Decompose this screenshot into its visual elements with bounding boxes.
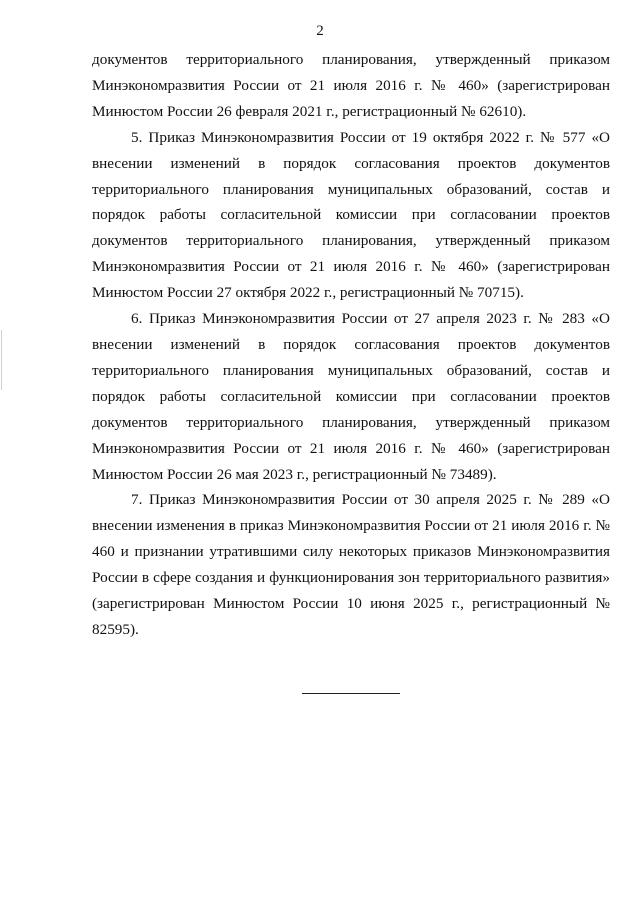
paragraph-item-5: 5. Приказ Минэкономразвития России от 19 октября 2022 г. № 577 «О внесении изменений в порядок согласования проектов документов территориального планирования муниципальных образований, состав и порядок работы согласительной комиссии при согласовании проектов документов территориального планирования, утвержденный приказом Минэкономразвития России от 21 июля 2016 г. № 460» (зарегистрирован Минюстом России 27 октября 2022 г., регистрационный № 70715). [92, 128, 610, 302]
paragraph-item-6: 6. Приказ Минэкономразвития России от 27 апреля 2023 г. № 283 «О внесении изменений в порядок согласования проектов документов территориального планирования муниципальных образований, состав и порядок работы согласительной комиссии при согласовании проектов документов территориального планирования, утвержденный приказом Минэкономразвития России от 21 июля 2016 г. № 460» (зарегистрирован Минюстом России 26 мая 2023 г., регистрационный № 73489). [92, 310, 610, 483]
scan-edge-mark [1, 330, 2, 390]
page-number: 2 [316, 23, 324, 39]
paragraph-continuation: документов территориального планирования, утвержденный приказом Минэкономразвития России от 21 июля 2016 г. № 460» (зарегистрирован Минюстом России 26 февраля 2021 г., регистрационный № 62610). [92, 51, 610, 120]
paragraph-item-7: 7. Приказ Минэкономразвития России от 30 апреля 2025 г. № 289 «О внесении изменения в приказ Минэкономразвития России от 21 июля 2016 г. № 460 и признании утратившими силу некоторых приказов Минэкономразвития России в сфере создания и функционирования зон территориального развития» (зарегистрирован Минюстом России 10 июня 2025 г., регистрационный № 82595). [92, 491, 610, 638]
end-separator-line [302, 693, 400, 694]
document-body [92, 47, 610, 643]
